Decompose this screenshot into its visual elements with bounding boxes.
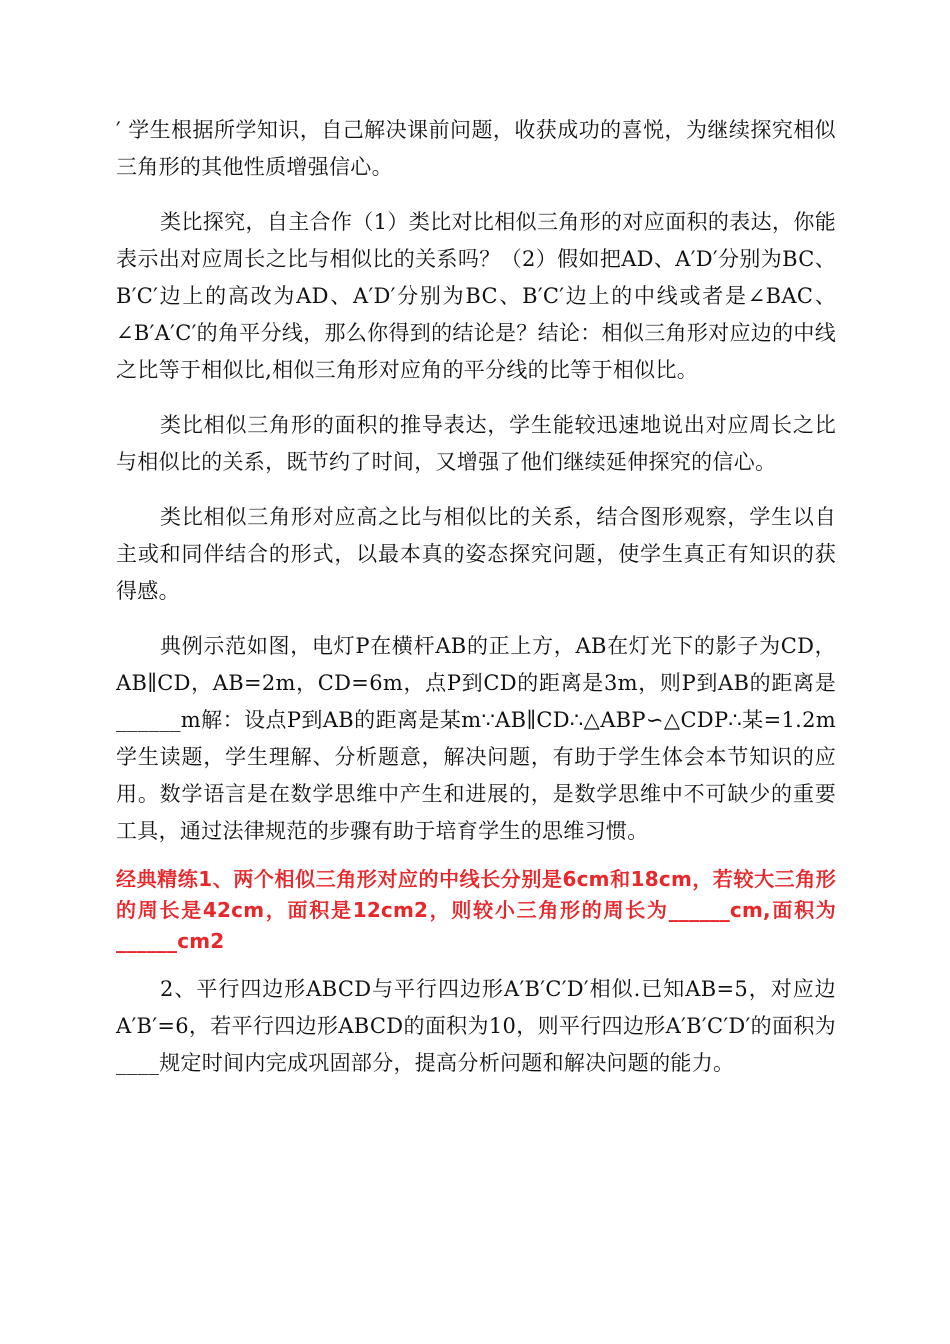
document-page xyxy=(116,112,836,1082)
exercise-heading-red: 经典精练1、两个相似三角形对应的中线长分别是6cm和18cm，若较大三角形的周长是42cm，面积是12cm2，则较小三角形的周长为______cm,面积为______cm2 xyxy=(116,867,836,953)
paragraph-example: 典例示范如图，电灯P在横杆AB的正上方，AB在灯光下的影子为CD，AB∥CD，AB=2m，CD=6m，点P到CD的距离是3m，则P到AB的距离是______m解：设点P到AB的距离是某m∵AB∥CD∴△ABP∽△CDP∴某=1.2m学生读题，学生理解、分析题意，解决问题，有助于学生体会本节知识的应用。数学语言是在数学思维中产生和进展的，是数学思维中不可缺少的重要工具，通过法律规范的步骤有助于培育学生的思维习惯。 xyxy=(116,634,836,843)
paragraph-area-derivation: 类比相似三角形的面积的推导表达，学生能较迅速地说出对应周长之比与相似比的关系，既节约了时间，又增强了他们继续延伸探究的信心。 xyxy=(116,413,836,474)
paragraph-analogy-inquiry: 类比探究，自主合作（1）类比对比相似三角形的对应面积的表达，你能表示出对应周长之比与相似比的关系吗？（2）假如把AD、A′D′分别为BC、B′C′边上的高改为AD、A′D′分别为BC、B′C′边上的中线或者是∠BAC、∠B′A′C′的角平分线，那么你得到的结论是？结论：相似三角形对应边的中线之比等于相似比,相似三角形对应角的平分线的比等于相似比。 xyxy=(116,210,836,382)
paragraph-exercise-2: 2、平行四边形ABCD与平行四边形A′B′C′D′相似.已知AB=5，对应边A′B′=6，若平行四边形ABCD的面积为10，则平行四边形A′B′C′D′的面积为____规定时间内完成巩固部分，提高分析问题和解决问题的能力。 xyxy=(116,977,836,1075)
paragraph-height-ratio: 类比相似三角形对应高之比与相似比的关系，结合图形观察，学生以自主或和同伴结合的形式，以最本真的姿态探究问题，使学生真正有知识的获得感。 xyxy=(116,505,836,603)
paragraph-intro: ′ 学生根据所学知识，自己解决课前问题，收获成功的喜悦，为继续探究相似三角形的其他性质增强信心。 xyxy=(116,118,836,179)
